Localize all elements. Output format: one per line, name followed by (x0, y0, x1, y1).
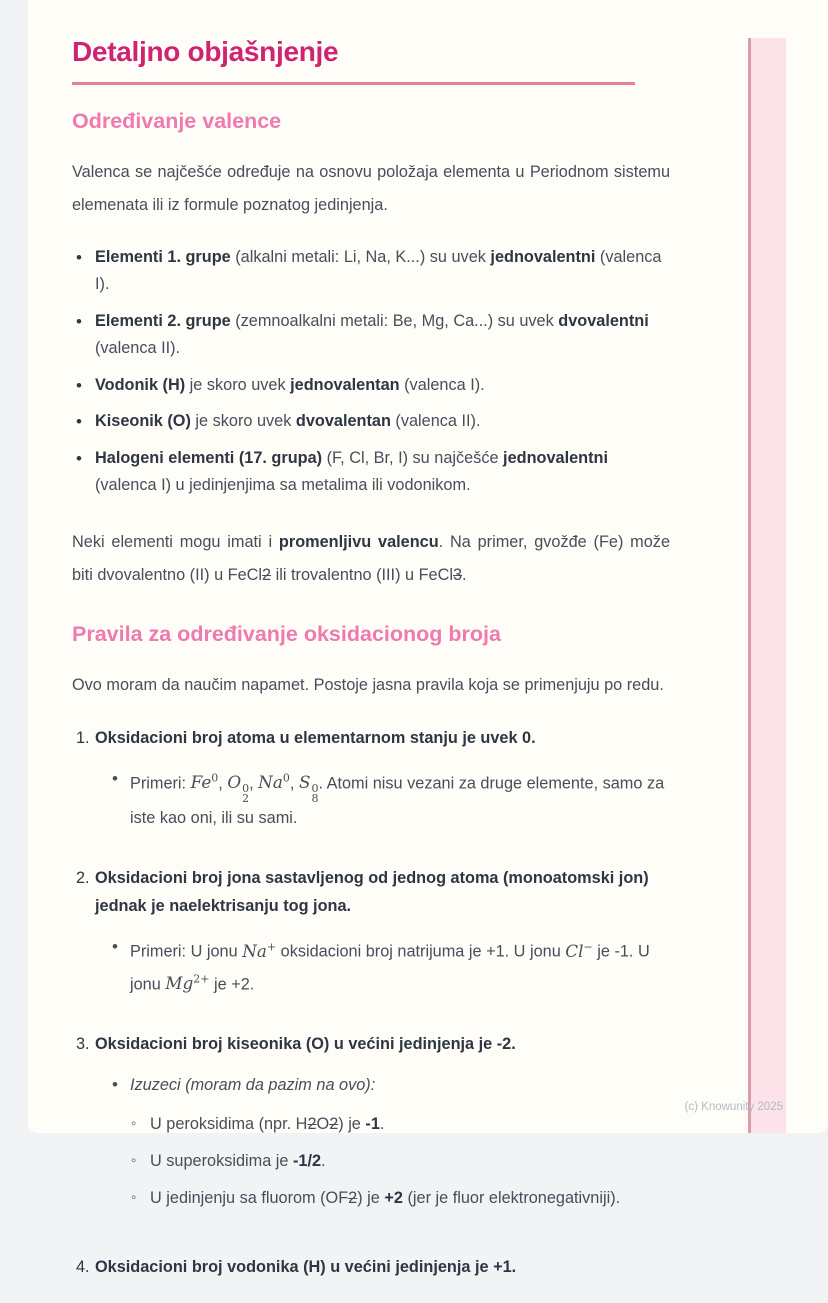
math-base: Cl (565, 940, 584, 961)
text-run: Valenca se najčešće određuje na osnovu položaja elementa u Periodnom sistemu elemenata ili iz formule poznatog jedinjenja. (72, 162, 670, 214)
text-run: oksidacioni broj natrijuma je +1. U jonu (276, 942, 566, 961)
math-sup: + (266, 940, 277, 954)
list-item-body (150, 1110, 670, 1138)
math-sup: 0 (242, 782, 250, 796)
text-run: (jer je fluor elektronegativniji). (402, 1189, 621, 1208)
text-run: . Na primer, gvožđe (Fe) može biti dvovalentno (II) u FeCl (72, 532, 670, 584)
math-base: Na (242, 940, 267, 961)
bullet-icon: ◦ (131, 1115, 137, 1133)
text-run: je -1. U jonu (130, 942, 650, 994)
text-run: U peroksidima (npr. H (150, 1115, 308, 1134)
text-run: (valenca I). (399, 375, 485, 394)
math-sup: 2+ (193, 972, 210, 986)
list-item-text (150, 1147, 670, 1175)
text-run: (valenca II). (390, 412, 481, 430)
sub-bullet-list (95, 765, 670, 833)
bold-text: -1/2 (292, 1152, 322, 1171)
math-formula (565, 941, 592, 961)
struck-text: 2 (262, 565, 272, 584)
math-formula (191, 772, 219, 792)
list-item-body (95, 1030, 670, 1231)
list-item (72, 308, 670, 363)
list-item-body (95, 244, 670, 299)
list-item-body (95, 408, 670, 436)
list-item-body (95, 372, 670, 400)
bold-text: jednovalentan (290, 375, 400, 394)
text-run: (F, Cl, Br, I) su najčešće (322, 448, 504, 467)
list-item-body (150, 1184, 670, 1212)
list-number: 3. (76, 1035, 90, 1054)
list-item-body (95, 445, 670, 500)
sub-bullet-list (95, 1071, 670, 1221)
struck-text: 2 (307, 1115, 317, 1134)
document-page (28, 0, 828, 1277)
list-item-body (95, 1253, 670, 1281)
circle-bullet-list (130, 1110, 670, 1212)
text-run: . (379, 1115, 385, 1134)
list-item-text (130, 1071, 670, 1099)
list-item-body (95, 724, 670, 843)
math-base: Na (258, 772, 283, 793)
math-sup: − (583, 940, 593, 954)
bold-text: dvovalentni (558, 311, 649, 330)
struck-text: 3 (452, 565, 463, 584)
title-underline (72, 82, 635, 85)
text-run: (zemnoalkalni metali: Be, Mg, Ca...) su uvek (230, 311, 559, 330)
struck-text: 2 (329, 1115, 339, 1134)
list-item-text (130, 933, 670, 998)
text-run: Oksidacioni broj jona sastavljenog od jednog atoma (monoatomski jon) jednak je naelektrisanju tog jona. (95, 869, 649, 916)
text-run: (alkalni metali: Li, Na, K...) su uvek (230, 247, 491, 266)
bullet-icon: • (112, 937, 118, 957)
list-item-body (130, 1071, 670, 1221)
bold-text: Elementi 1. grupe (95, 247, 231, 266)
list-item-text (95, 244, 670, 299)
list-item (72, 372, 670, 400)
struck-text: 2 (348, 1189, 358, 1208)
list-item (95, 765, 670, 833)
document-content (72, 36, 670, 1303)
bold-text: jednovalentni (503, 448, 608, 467)
math-formula (298, 772, 319, 806)
bold-text: promenljivu valencu (278, 532, 439, 551)
copyright-watermark: (c) Knowunity 2025 (684, 1101, 783, 1113)
text-run: , (249, 774, 259, 793)
list-item (72, 244, 670, 299)
list-item-text (95, 372, 670, 400)
list-item (72, 1253, 670, 1281)
math-sup: 0 (282, 771, 290, 785)
page-title: Detaljno objašnjenje (72, 36, 339, 67)
paragraph (72, 669, 670, 702)
bullet-icon: ◦ (131, 1189, 137, 1207)
text-run: . (462, 565, 467, 584)
bullet-icon: • (112, 1075, 118, 1095)
list-item (72, 445, 670, 500)
text-run: Primeri: (130, 774, 191, 793)
list-item-text (95, 408, 670, 436)
math-sup: 0 (311, 782, 319, 796)
list-item-text (95, 1030, 670, 1058)
numbered-list (72, 724, 670, 1282)
text-run: Neki elementi mogu imati i (72, 532, 279, 551)
section-heading: Pravila za određivanje oksidacionog broja (72, 621, 501, 646)
sub-bullet-list (95, 933, 670, 998)
math-base: S (298, 772, 311, 793)
list-item-body (95, 308, 670, 363)
text-run: U jedinjenju sa fluorom (OF (150, 1189, 349, 1208)
text-run: , (289, 774, 299, 793)
list-item-body (150, 1147, 670, 1175)
math-formula (242, 941, 276, 961)
math-sub: 2 (242, 792, 250, 806)
text-run: Oksidacioni broj atoma u elementarnom stanju je uvek 0. (95, 728, 536, 747)
list-item (130, 1110, 670, 1138)
text-run: ) je (338, 1115, 366, 1134)
text-run: . Atomi nisu vezani za druge elemente, samo za iste kao oni, ili su sami. (130, 774, 665, 828)
list-number: 4. (76, 1258, 90, 1277)
text-run: je +2. (209, 975, 255, 994)
text-run: Oksidacioni broj kiseonika (O) u većini jedinjenja je -2. (95, 1035, 516, 1054)
text-run: O (316, 1115, 330, 1134)
text-run: je skoro uvek (190, 412, 296, 430)
list-item-text (95, 308, 670, 363)
math-formula (165, 973, 209, 993)
text-run: (valenca I). (95, 247, 662, 293)
text-run: U superoksidima je (150, 1152, 293, 1171)
list-item (72, 1030, 670, 1231)
text-run: Oksidacioni broj vodonika (H) u većini jedinjenja je +1. (95, 1258, 517, 1277)
list-item (95, 1071, 670, 1221)
text-run: . (321, 1152, 326, 1171)
bullet-icon: • (76, 412, 82, 431)
bold-text: jednovalentni (490, 247, 596, 266)
bullet-icon: ◦ (131, 1152, 137, 1170)
list-item (72, 408, 670, 436)
math-base: Fe (190, 772, 212, 793)
math-sup: 0 (211, 771, 219, 785)
text-run: je skoro uvek (185, 375, 291, 394)
text-run: Primeri: U jonu (130, 942, 243, 961)
list-item (130, 1184, 670, 1212)
paragraph (72, 526, 670, 592)
list-item (72, 724, 670, 843)
paragraph (72, 156, 670, 222)
list-item (72, 864, 670, 1008)
bold-text: +2 (384, 1189, 403, 1208)
bold-text: Halogeni elementi (17. grupa) (95, 448, 323, 467)
list-item-body (130, 765, 670, 833)
text-run: ili trovalentno (III) u FeCl (271, 565, 453, 584)
bullet-icon: • (76, 247, 82, 267)
bullet-icon: • (76, 311, 82, 331)
text-run: Izuzeci (moram da pazim na ovo): (130, 1076, 376, 1095)
list-item (130, 1147, 670, 1175)
bold-text: Vodonik (H) (95, 375, 186, 394)
bold-text: Elementi 2. grupe (95, 311, 231, 330)
bullet-icon: • (76, 448, 82, 468)
bullet-list (72, 244, 670, 500)
math-base: O (227, 772, 242, 793)
list-item (95, 933, 670, 998)
list-item-body (95, 864, 670, 1008)
bold-text: -1 (365, 1115, 380, 1134)
text-run: (valenca II). (95, 339, 181, 357)
math-sub: 8 (311, 792, 319, 806)
list-item-text (95, 445, 670, 500)
text-run: (valenca I) u jedinjenjima sa metalima ili vodonikom. (95, 476, 471, 494)
math-formula (258, 772, 290, 792)
document-body (72, 109, 670, 1282)
math-formula (227, 772, 250, 806)
list-item-text (95, 1253, 670, 1281)
text-run: ) je (357, 1189, 385, 1208)
list-number: 1. (76, 728, 90, 747)
text-run: , (218, 774, 228, 793)
list-item-text (150, 1184, 670, 1212)
list-item-body (130, 933, 670, 998)
bullet-icon: • (112, 768, 118, 788)
list-item-text (95, 724, 670, 752)
section-heading: Određivanje valence (72, 108, 282, 133)
list-item-text (150, 1110, 670, 1138)
list-item-text (130, 765, 670, 833)
text-run: Ovo moram da naučim napamet. Postoje jasna pravila koja se primenjuju po redu. (72, 675, 664, 694)
list-number: 2. (76, 869, 90, 888)
bullet-icon: • (76, 375, 82, 395)
decorative-stripe (748, 38, 786, 1133)
bold-text: dvovalentan (295, 412, 391, 430)
list-item-text (95, 864, 670, 920)
bold-text: Kiseonik (O) (95, 412, 191, 430)
math-base: Mg (165, 973, 194, 994)
